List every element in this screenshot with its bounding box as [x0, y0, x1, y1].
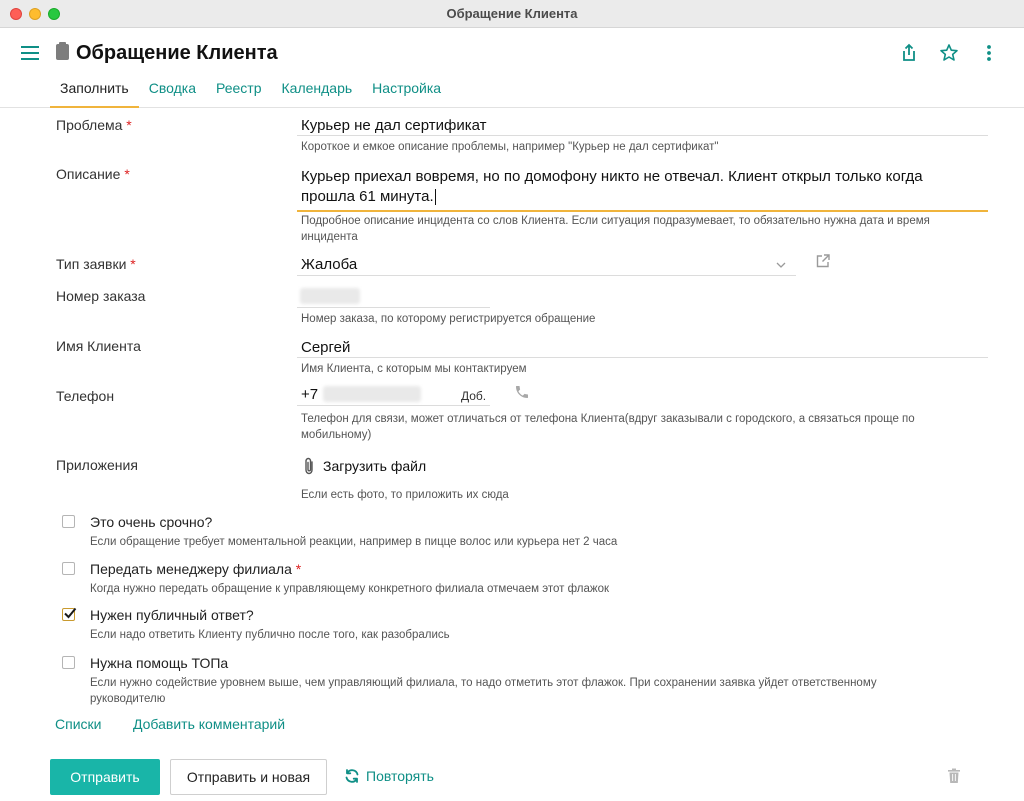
submit-button[interactable]: Отправить	[50, 759, 160, 795]
phone-label: Телефон	[56, 388, 115, 404]
chevron-down-icon[interactable]	[775, 258, 787, 276]
submit-and-new-button[interactable]: Отправить и новая	[170, 759, 327, 795]
description-line-2: прошла 61 минута.	[301, 188, 434, 205]
request-type-label: Тип заявки *	[56, 256, 136, 272]
request-type-select[interactable]: Жалоба	[301, 256, 358, 273]
star-icon[interactable]	[938, 42, 960, 64]
tab-settings[interactable]: Настройка	[372, 80, 442, 96]
branch-manager-checkbox-hint: Когда нужно передать обращение к управляющему конкретного филиала отмечаем этот флажок	[90, 583, 610, 595]
client-name-underline	[297, 357, 988, 358]
refresh-icon	[344, 768, 360, 784]
paperclip-icon	[302, 457, 316, 475]
order-number-input[interactable]	[300, 288, 360, 304]
top-help-checkbox-label: Нужна помощь ТОПа	[90, 655, 229, 671]
order-number-underline	[297, 307, 490, 308]
share-icon[interactable]	[898, 42, 920, 64]
tab-calendar[interactable]: Календарь	[281, 80, 353, 96]
urgent-checkbox[interactable]	[62, 515, 75, 528]
upload-file-label: Загрузить файл	[323, 458, 427, 474]
top-help-checkbox-hint: Если нужно содействие уровнем выше, чем управляющий филиала, то надо отметить этот флажок. При сохранении заявка уйдет ответственному руководителю	[90, 677, 877, 705]
required-mark: *	[295, 561, 302, 577]
problem-hint: Короткое и емкое описание проблемы, например "Курьер не дал сертификат"	[301, 141, 719, 153]
problem-label: Проблема *	[56, 117, 132, 133]
tab-fill[interactable]: Заполнить	[50, 78, 139, 108]
description-hint: Подробное описание инцидента со слов Клиента. Если ситуация подразумевает, то обязательно нужна дата и время инцидента	[301, 215, 930, 243]
problem-underline	[297, 135, 988, 136]
client-name-label: Имя Клиента	[56, 338, 141, 354]
request-type-underline	[297, 275, 796, 276]
branch-manager-checkbox-label: Передать менеджеру филиала *	[90, 561, 302, 577]
repeat-button[interactable]	[344, 768, 434, 784]
client-name-input[interactable]: Сергей	[301, 339, 351, 356]
window-titlebar	[0, 0, 1024, 28]
public-answer-checkbox[interactable]	[62, 608, 75, 621]
phone-input[interactable]	[323, 386, 421, 402]
phone-hint: Телефон для связи, может отличаться от телефона Клиента(вдруг заказывали с городского, а связаться проще по мобильному)	[301, 413, 915, 441]
urgent-checkbox-label: Это очень срочно?	[90, 514, 213, 530]
phone-icon[interactable]	[514, 384, 530, 405]
description-line-1: Курьер приехал вовремя, но по домофону никто не отвечал. Клиент открыл только когда	[301, 168, 923, 185]
tabs-bar	[50, 78, 451, 108]
page-title: Обращение Клиента	[76, 42, 278, 64]
attachments-label: Приложения	[56, 457, 138, 473]
text-cursor	[435, 189, 436, 205]
checkmark-icon	[63, 606, 77, 620]
required-mark: *	[126, 117, 132, 133]
upload-file-button[interactable]	[302, 457, 426, 475]
add-comment-link[interactable]: Добавить комментарий	[133, 716, 286, 732]
trash-icon[interactable]	[947, 768, 961, 789]
app-header	[0, 28, 1024, 108]
document-icon	[56, 44, 69, 60]
description-label: Описание *	[56, 166, 130, 182]
open-external-icon[interactable]	[815, 253, 831, 274]
repeat-label: Повторять	[366, 768, 434, 784]
public-answer-checkbox-hint: Если надо ответить Клиенту публично после того, как разобрались	[90, 629, 450, 641]
description-textarea[interactable]	[301, 167, 923, 207]
window-title: Обращение Клиента	[446, 6, 578, 21]
lists-link[interactable]: Списки	[55, 716, 102, 732]
client-name-hint: Имя Клиента, с которым мы контактируем	[301, 363, 527, 375]
description-focus-underline	[297, 210, 988, 212]
branch-manager-checkbox[interactable]	[62, 562, 75, 575]
phone-underline	[297, 405, 490, 406]
problem-input[interactable]: Курьер не дал сертификат	[301, 117, 487, 134]
tab-summary[interactable]: Сводка	[148, 80, 196, 96]
menu-icon[interactable]	[21, 46, 39, 60]
order-number-hint: Номер заказа, по которому регистрируется обращение	[301, 313, 596, 325]
public-answer-checkbox-label: Нужен публичный ответ?	[90, 607, 254, 623]
urgent-checkbox-hint: Если обращение требует моментальной реакции, например в пицце волос или курьера нет 2 часа	[90, 536, 618, 548]
attachments-hint: Если есть фото, то приложить их сюда	[301, 489, 509, 501]
required-mark: *	[124, 166, 130, 182]
top-help-checkbox[interactable]	[62, 656, 75, 669]
order-number-label: Номер заказа	[56, 288, 146, 304]
phone-extension-label: Доб.	[461, 389, 487, 403]
more-vertical-icon[interactable]	[978, 42, 1000, 64]
phone-prefix: +7	[301, 386, 319, 403]
tab-registry[interactable]: Реестр	[216, 80, 262, 96]
required-mark: *	[130, 256, 136, 272]
